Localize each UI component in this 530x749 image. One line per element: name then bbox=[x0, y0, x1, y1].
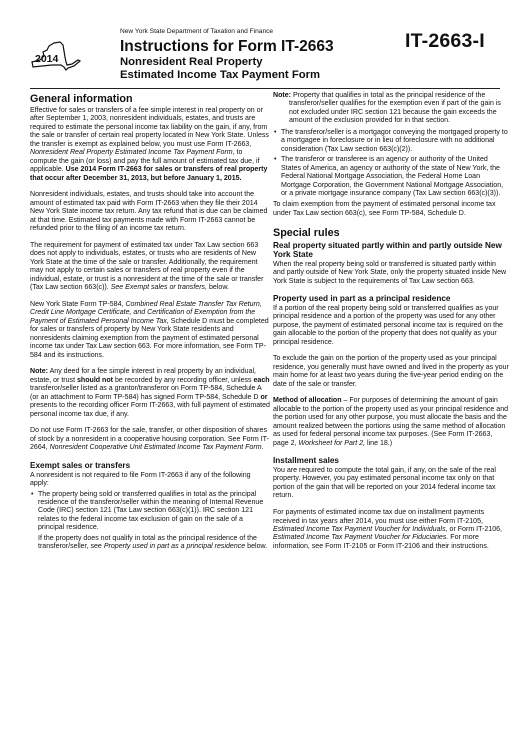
paragraph-installment-gain: You are required to compute the total gain, if any, on the sale of the real property. However, you pay estimated personal income tax only on that portion of the gain that will be reported on your 2014 federal income tax return. bbox=[273, 466, 496, 500]
exempt-list-left bbox=[30, 491, 270, 533]
paragraph-claim-exemption: To claim exemption from the payment of estimated personal income tax under Tax Law section 663(c), see Form TP-584, Schedule D. bbox=[273, 201, 496, 217]
paragraph-partial-principal-residence: If the property does not qualify in total as the principal residence of the transferor/seller, see Property used in part as a principal residence below. bbox=[38, 534, 268, 551]
new-york-state-outline-logo bbox=[30, 40, 82, 72]
paragraph-residents-requirement: The requirement for payment of estimated tax under Tax Law section 663 does not apply to individuals, estates, or trusts who are residents of New York State at the time of the sale or transfer. Additionally, the requirement may not apply to certain sales or transfers of real property even if the individual, estate, or trust is a nonresident at the time of the sale or transfer (Tax Law section 663(c)). See Exempt sales or transfers, below. bbox=[30, 241, 264, 292]
paragraph-estimated-tax-return: Nonresident individuals, estates, and trusts should take into account the amount of estimated tax paid with Form IT-2663 when they file their 2014 New York State income tax return. Any tax refund that is due can be claimed at that time. Estimated tax payments made with Form IT-2663 cannot be refunded prior to the filing of an income tax return. bbox=[30, 191, 268, 233]
paragraph-deed-recording-note: Note: Any deed for a fee simple interest in real property by an individual, estate, or trust should not be recorded by any recording officer, unless each transferor/seller listed as a grantor/transferor on Form TP-584, Schedule A (or an attachment to Form TP-584) has signed Form TP-584, Schedule D or presents to the recording officer Form IT-2663, with full payment of estimated personal income tax due, if any. bbox=[30, 368, 270, 418]
paragraph-exclude-gain: To exclude the gain on the portion of the property used as your principal residence, you generally must have owned and lived in the property as your main home for at least two years during the five-year period ending on the date of the sale or transfer. bbox=[273, 355, 509, 388]
page-title: Instructions for Form IT-2663 bbox=[120, 38, 334, 55]
exempt-sales-heading: Exempt sales or transfers bbox=[30, 461, 131, 471]
department-name: New York State Department of Taxation and Finance bbox=[120, 28, 274, 35]
paragraph-form-tp584: New York State Form TP-584, Combined Real Estate Transfer Tax Return, Credit Line Mortgage Certificate, and Certification of Exemption from the Payment of Estimated Personal Income Tax, Schedule D must be completed for sales or transfers of property by New York State residents and nonresidents claiming exemption from the payment of estimated personal income tax under Tax Law section 663. For more information, see Form TP-584 and its instructions. bbox=[30, 300, 269, 359]
paragraph-method-of-allocation: Method of allocation – For purposes of determining the amount of gain allocable to the portion of the property used as your principal residence and the portion used for any other purpose, you must allocate the basis and the amount realized between the portions using the same method of allocation as used for federal personal income tax purposes. (See Form IT-2663, page 2, Worksheet for Part 2, line 18.) bbox=[273, 397, 509, 447]
exempt-bullet-government-agency: • The transferor or transferee is an agency or authority of the United States of America, an agency or authority of the state of New York, the Federal National Mortgage Association, the Federal Home Loan Mortgage Corporation, the Government National Mortgage Association, or a private mortgage insurance company (Tax Law section 663(c)(3)). bbox=[273, 156, 509, 198]
general-information-heading: General information bbox=[30, 93, 133, 105]
page-subtitle-line-2: Estimated Income Tax Payment Form bbox=[120, 69, 321, 81]
tax-year-label: 2014 bbox=[35, 53, 59, 65]
page-subtitle-line-1: Nonresident Real Property bbox=[120, 56, 263, 68]
partly-within-heading: Real property situated partly within and partly outside New York State bbox=[273, 240, 502, 260]
form-number: IT-2663-I bbox=[405, 30, 485, 52]
left-column bbox=[30, 92, 270, 560]
exempt-bullet-principal-residence: • The property being sold or transferred qualifies in total as the principal residence of the transferor/seller within the meaning of Internal Revenue Code (IRC) section 121 (Tax Law section 663(c)(1)). IRC section 121 relates to the federal income tax exclusion of gain on the sale of a principal residence. bbox=[30, 491, 270, 533]
paragraph-exempt-intro: A nonresident is not required to file Form IT-2663 if any of the following apply: bbox=[30, 471, 251, 488]
installment-sales-heading: Installment sales bbox=[273, 456, 339, 466]
principal-residence-note: Note: Property that qualifies in total as the principal residence of the transferor/seller qualifies for the exemption even if part of the gain is not excluded under IRC section 121 because the gain exceeds the amount of the exclusion provided for in that section. bbox=[273, 92, 501, 125]
exempt-bullet-mortgagor: • The transferor/seller is a mortgagor conveying the mortgaged property to a mortgagee in foreclosure or in lieu of foreclosure with no additional consideration (Tax Law section 663(c)(2)). bbox=[273, 129, 509, 154]
paragraph-partly-within: When the real property being sold or transferred is situated partly within and partly outside of New York State, only the property situated inside New York State is subject to the requirements of Tax Law section 663. bbox=[273, 260, 507, 285]
right-column bbox=[273, 92, 509, 560]
header-divider bbox=[30, 88, 500, 89]
page-header bbox=[0, 0, 530, 86]
used-in-part-heading: Property used in part as a principal residence bbox=[273, 294, 451, 304]
paragraph-installment-payments: For payments of estimated income tax due on installment payments received in tax years after 2014, you must use either Form IT-2105, Estimated Income Tax Payment Voucher for Individuals, or Form IT-2106, Estimated Income Tax Payment Voucher for Fiduciaries. For more information, see Form IT-2105 or Form IT-2106 and their instructions. bbox=[273, 509, 502, 550]
special-rules-heading: Special rules bbox=[273, 226, 340, 239]
paragraph-used-in-part: If a portion of the real property being sold or transferred qualifies as your principal residence and a portion of the property was used for any other purpose, the payment of estimated personal income tax is required on the gain allocable to the portion of the property that does not qualify as your principal residence. bbox=[273, 304, 503, 346]
paragraph-cooperative-housing: Do not use Form IT-2663 for the sale, transfer, or other disposition of shares of stock by a nonresident in a cooperative housing corporation. See Form IT-2664, Nonresident Cooperative Unit Estimated Income Tax Payment Form. bbox=[30, 427, 269, 452]
exempt-list-right bbox=[273, 129, 509, 199]
paragraph-effective-sales: Effective for sales or transfers of a fee simple interest in real property on or after September 1, 2003, nonresident individuals, estates, and trusts are required to estimate the personal income tax liability on the gain, if any, from the sale or transfer of certain real property located in New York State. Unless the transfer is exempt as explained below, you must use Form IT-2663, Nonresident Real Property Estimated Income Tax Payment Form, to compute the gain (or loss) and pay the full amount of estimated tax due, if applicable. Use 2014 Form IT-2663 for sales or transfers of real property that occur after December 31, 2013, but before January 1, 2015. bbox=[30, 107, 269, 182]
